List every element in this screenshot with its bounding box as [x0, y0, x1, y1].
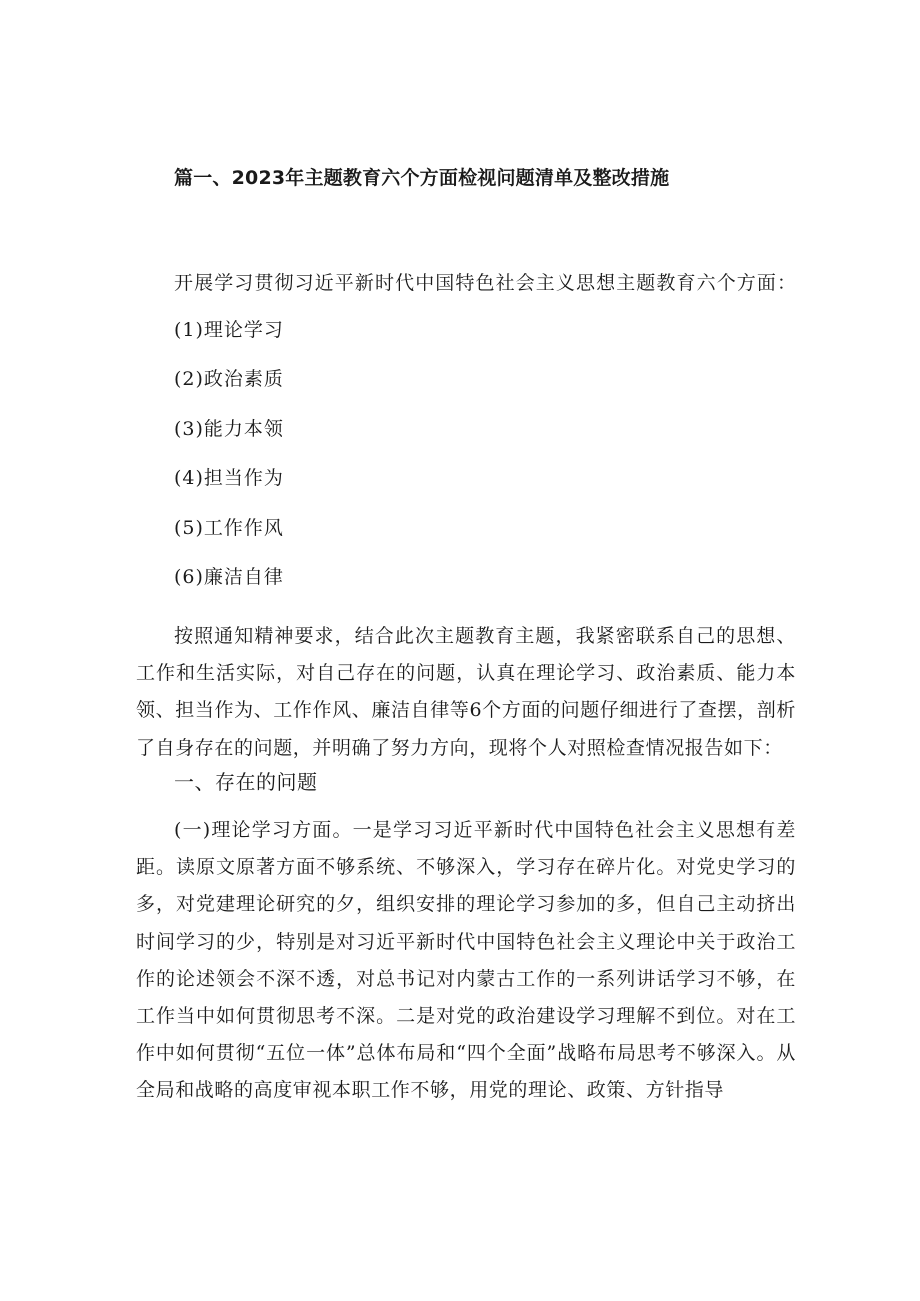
aspect-item: (2)政治素质 [174, 368, 284, 391]
aspect-list [174, 315, 284, 611]
section-heading-problems: 一、存在的问题 [174, 770, 318, 794]
document-title: 篇一、2023年主题教育六个方面检视问题清单及整改措施 [174, 167, 670, 189]
aspect-item: (6)廉洁自律 [174, 565, 284, 588]
body-paragraph-theory-study: (一)理论学习方面。一是学习习近平新时代中国特色社会主义思想有差距。读原文原著方面不够系统、不够深入，学习存在碎片化。对党史学习的多，对党建理论研究的夕，组织安排的理论学习参加的多，但自己主动挤出时间学习的少，特别是对习近平新时代中国特色社会主义理论中关于政治工作的论述领会不深不透，对总书记对内蒙古工作的一系列讲话学习不够，在工作当中如何贯彻思考不深。二是对党的政治建设学习理解不到位。对在工作中如何贯彻“五位一体”总体布局和“四个全面”战略布局思考不够深入。从全局和战略的高度审视本职工作不够，用党的理论、政策、方针指导 [136, 819, 796, 1102]
intro-paragraph: 开展学习贯彻习近平新时代中国特色社会主义思想主题教育六个方面： [174, 272, 798, 294]
aspect-item: (5)工作作风 [174, 516, 284, 539]
aspect-item: (4)担当作为 [174, 467, 284, 490]
aspect-item: (1)理论学习 [174, 319, 284, 341]
body-paragraph-requirements: 按照通知精神要求，结合此次主题教育主题，我紧密联系自己的思想、工作和生活实际，对自己存在的问题，认真在理论学习、政治素质、能力本领、担当作为、工作作风、廉洁自律等6个方面的问题仔细进行了查摆，剖析了自身存在的问题，并明确了努力方向，现将个人对照检查情况报告如下： [136, 625, 796, 759]
aspect-item: (3)能力本领 [174, 417, 284, 440]
